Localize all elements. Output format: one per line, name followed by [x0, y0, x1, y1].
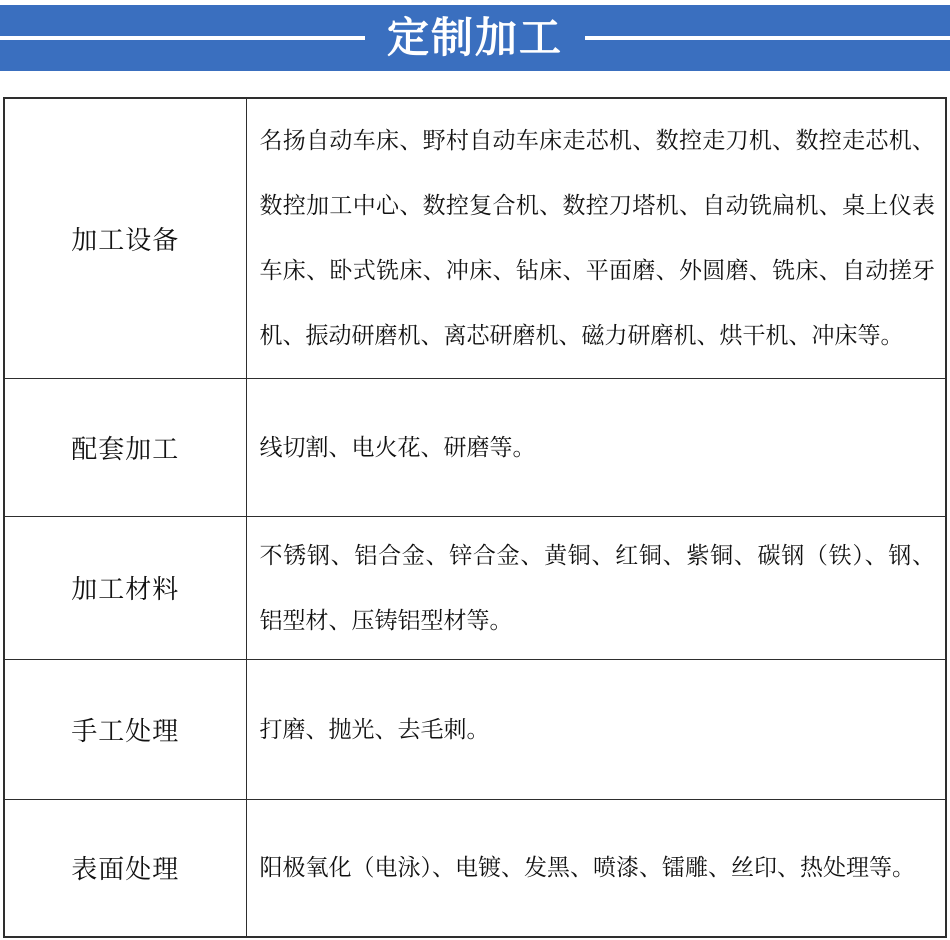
spec-table: [3, 97, 947, 938]
row-label-manual: 手工处理: [4, 659, 246, 799]
row-content-manual: 打磨、抛光、去毛刺。: [246, 659, 946, 799]
table-row-equipment: [4, 98, 946, 378]
table-row-manual: [4, 659, 946, 799]
row-label-surface: 表面处理: [4, 799, 246, 937]
table-row-support: [4, 378, 946, 516]
row-label-equipment: 加工设备: [4, 98, 246, 378]
banner-right-line: [585, 36, 950, 40]
banner-left-line: [0, 36, 365, 40]
row-content-material: 不锈钢、铝合金、锌合金、黄铜、红铜、紫铜、碳钢（铁）、钢、铝型材、压铸铝型材等。: [246, 516, 946, 659]
page-title: 定制加工: [387, 14, 564, 61]
row-content-equipment: 名扬自动车床、野村自动车床走芯机、数控走刀机、数控走芯机、数控加工中心、数控复合机、数控刀塔机、自动铣扁机、桌上仪表车床、卧式铣床、冲床、钻床、平面磨、外圆磨、铣床、自动搓牙机、振动研磨机、离芯研磨机、磁力研磨机、烘干机、冲床等。: [246, 98, 946, 378]
title-banner: [0, 5, 950, 71]
table-row-surface: [4, 799, 946, 937]
row-content-support: 线切割、电火花、研磨等。: [246, 378, 946, 516]
row-content-surface: 阳极氧化（电泳）、电镀、发黑、喷漆、镭雕、丝印、热处理等。: [246, 799, 946, 937]
table-row-material: [4, 516, 946, 659]
row-label-material: 加工材料: [4, 516, 246, 659]
row-label-support: 配套加工: [4, 378, 246, 516]
